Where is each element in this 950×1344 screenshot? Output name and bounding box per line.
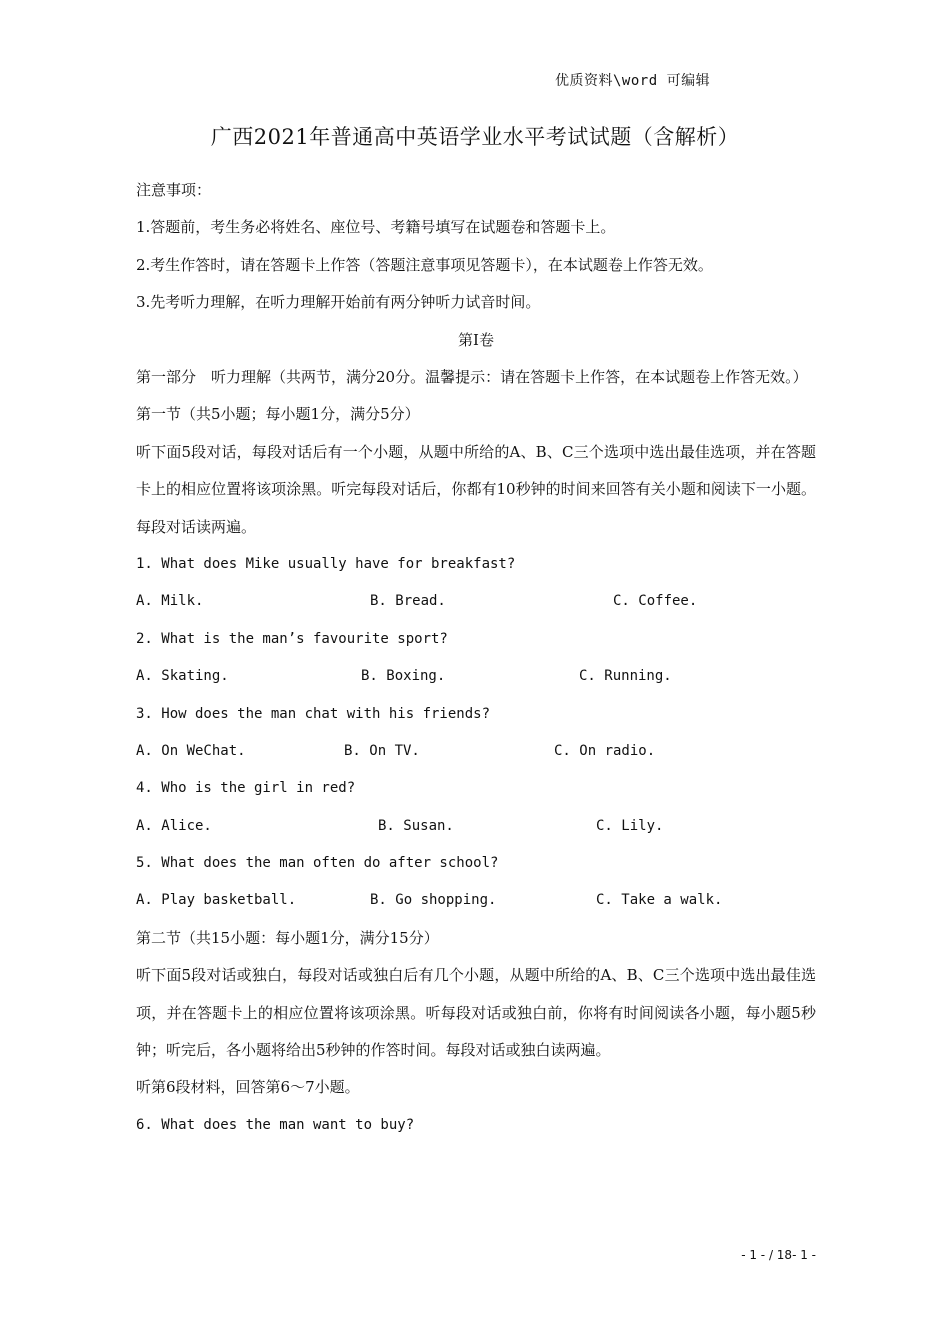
option-a: A. Skating.: [136, 668, 229, 685]
question-4-options: [136, 808, 816, 845]
volume-label: 第Ⅰ卷: [458, 330, 494, 349]
option-c: C. Lily.: [596, 817, 664, 834]
option-b: B. On TV.: [344, 742, 420, 759]
option-c: C. Coffee.: [613, 593, 698, 610]
question-2: 2. What is the man’s favourite sport?: [136, 630, 448, 647]
question-5-options: [136, 882, 816, 919]
option-a: A. On WeChat.: [136, 742, 246, 759]
question-1-options: [136, 583, 816, 620]
question-6: 6. What does the man want to buy?: [136, 1116, 415, 1133]
option-a: A. Play basketball.: [136, 892, 297, 909]
question-3: 3. How does the man chat with his friends?: [136, 705, 491, 722]
notice-item: 1.答题前，考生务必将姓名、座位号、考籍号填写在试题卷和答题卡上。: [136, 218, 616, 237]
question-1: 1. What does Mike usually have for breakfast?: [136, 555, 516, 572]
section2-heading: 第二节（共15小题：每小题1分，满分15分）: [136, 928, 439, 947]
notice-item: 3.先考听力理解，在听力理解开始前有两分钟听力试音时间。: [136, 293, 541, 312]
question-2-options: [136, 658, 816, 695]
option-c: C. On radio.: [554, 742, 656, 759]
section1-instructions: 听下面5段对话，每段对话后有一个小题，从题中所给的A、B、C三个选项中选出最佳选项，并在答题卡上的相应位置将该项涂黑。听完每段对话后，你都有10秒钟的时间来回答有关小题和阅读下一小题。每段对话读两遍。: [136, 442, 816, 536]
document-body: [136, 172, 816, 1144]
page-number: - 1 - / 18- 1 -: [741, 1248, 816, 1262]
option-b: B. Go shopping.: [370, 892, 497, 909]
material-note: 听第6段材料，回答第6～7小题。: [136, 1078, 360, 1097]
option-b: B. Bread.: [370, 593, 446, 610]
part1-heading: 第一部分 听力理解（共两节，满分20分。温馨提示：请在答题卡上作答，在本试题卷上作答无效。）: [136, 367, 808, 386]
question-4: 4. Who is the girl in red?: [136, 780, 356, 797]
option-a: A. Alice.: [136, 817, 212, 834]
header-note: 优质资料\word 可编辑: [555, 73, 711, 89]
option-c: C. Running.: [579, 668, 672, 685]
document-title: 广西2021年普通高中英语学业水平考试试题（含解析）: [210, 125, 740, 149]
option-b: B. Boxing.: [361, 668, 446, 685]
section1-heading: 第一节（共5小题；每小题1分，满分5分）: [136, 405, 420, 424]
option-b: B. Susan.: [378, 817, 454, 834]
notice-heading: 注意事项：: [136, 181, 212, 199]
notice-item: 2.考生作答时，请在答题卡上作答（答题注意事项见答题卡），在本试题卷上作答无效。: [136, 255, 713, 274]
section2-instructions: 听下面5段对话或独白，每段对话或独白后有几个小题，从题中所给的A、B、C三个选项中选出最佳选项，并在答题卡上的相应位置将该项涂黑。听每段对话或独白前，你将有时间阅读各小题，每小题5秒钟；听完后，各小题将给出5秒钟的作答时间。每段对话或独白读两遍。: [136, 966, 816, 1060]
option-c: C. Take a walk.: [596, 892, 723, 909]
question-5: 5. What does the man often do after school?: [136, 855, 499, 872]
question-3-options: [136, 733, 816, 770]
option-a: A. Milk.: [136, 593, 204, 610]
